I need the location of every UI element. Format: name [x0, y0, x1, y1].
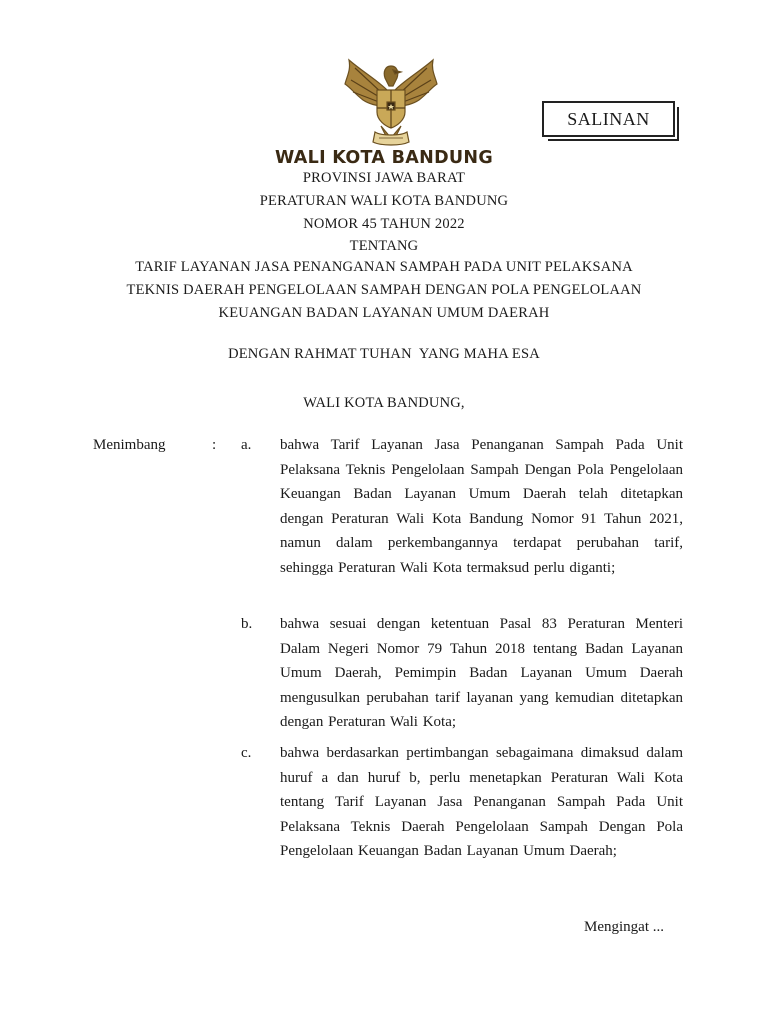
item-letter-b: b.: [241, 616, 253, 632]
subject-line-3: KEUANGAN BADAN LAYANAN UMUM DAERAH: [218, 305, 550, 321]
invocation-line: DENGAN RAHMAT TUHAN YANG MAHA ESA: [228, 346, 540, 362]
document-issuer-title: WALI KOTA BANDUNG: [274, 148, 494, 168]
province-line: PROVINSI JAWA BARAT: [302, 170, 466, 186]
regulation-number-line: NOMOR 45 TAHUN 2022: [303, 216, 465, 232]
consideration-item-b: bahwa sesuai dengan ketentuan Pasal 83 Peraturan Menteri Dalam Negeri Nomor 79 Tahun 2018 tentang Badan Layanan Umum Daerah, Pemimpin Badan Layanan Umum Daerah mengusulkan perubahan tarif layanan yang kemudian ditetapkan dengan Peraturan Wali Kota;: [280, 616, 683, 731]
garuda-emblem-icon: [337, 50, 445, 152]
item-letter-c: c.: [241, 745, 252, 761]
about-label: TENTANG: [349, 238, 419, 254]
regulation-type-line: PERATURAN WALI KOTA BANDUNG: [259, 193, 509, 209]
official-line: WALI KOTA BANDUNG,: [303, 395, 465, 411]
salinan-stamp: SALINAN: [542, 101, 675, 137]
menimbang-label: Menimbang: [93, 437, 166, 453]
item-letter-a: a.: [241, 437, 252, 453]
continuation-marker: Mengingat ...: [584, 919, 664, 935]
consideration-item-c: bahwa berdasarkan pertimbangan sebagaimana dimaksud dalam huruf a dan huruf b, perlu menetapkan Peraturan Wali Kota tentang Tarif Layanan Jasa Penanganan Sampah Pada Unit Pelaksana Teknis Daerah Pengelolaan Sampah Dengan Pola Pengelolaan Keuangan Badan Layanan Umum Daerah;: [280, 745, 683, 860]
subject-line-1: TARIF LAYANAN JASA PENANGANAN SAMPAH PADA UNIT PELAKSANA: [135, 259, 633, 275]
menimbang-colon: :: [212, 437, 217, 453]
consideration-item-a: bahwa Tarif Layanan Jasa Penanganan Sampah Pada Unit Pelaksana Teknis Pengelolaan Sampah Dengan Pola Pengelolaan Keuangan Badan Layanan Umum Daerah telah ditetapkan dengan Peraturan Wali Kota Bandung Nomor 91 Tahun 2021, namun dalam perkembangannya terdapat perubahan tarif, sehingga Peraturan Wali Kota termaksud perlu diganti;: [280, 437, 683, 576]
subject-line-2: TEKNIS DAERAH PENGELOLAAN SAMPAH DENGAN POLA PENGELOLAAN: [126, 282, 642, 298]
